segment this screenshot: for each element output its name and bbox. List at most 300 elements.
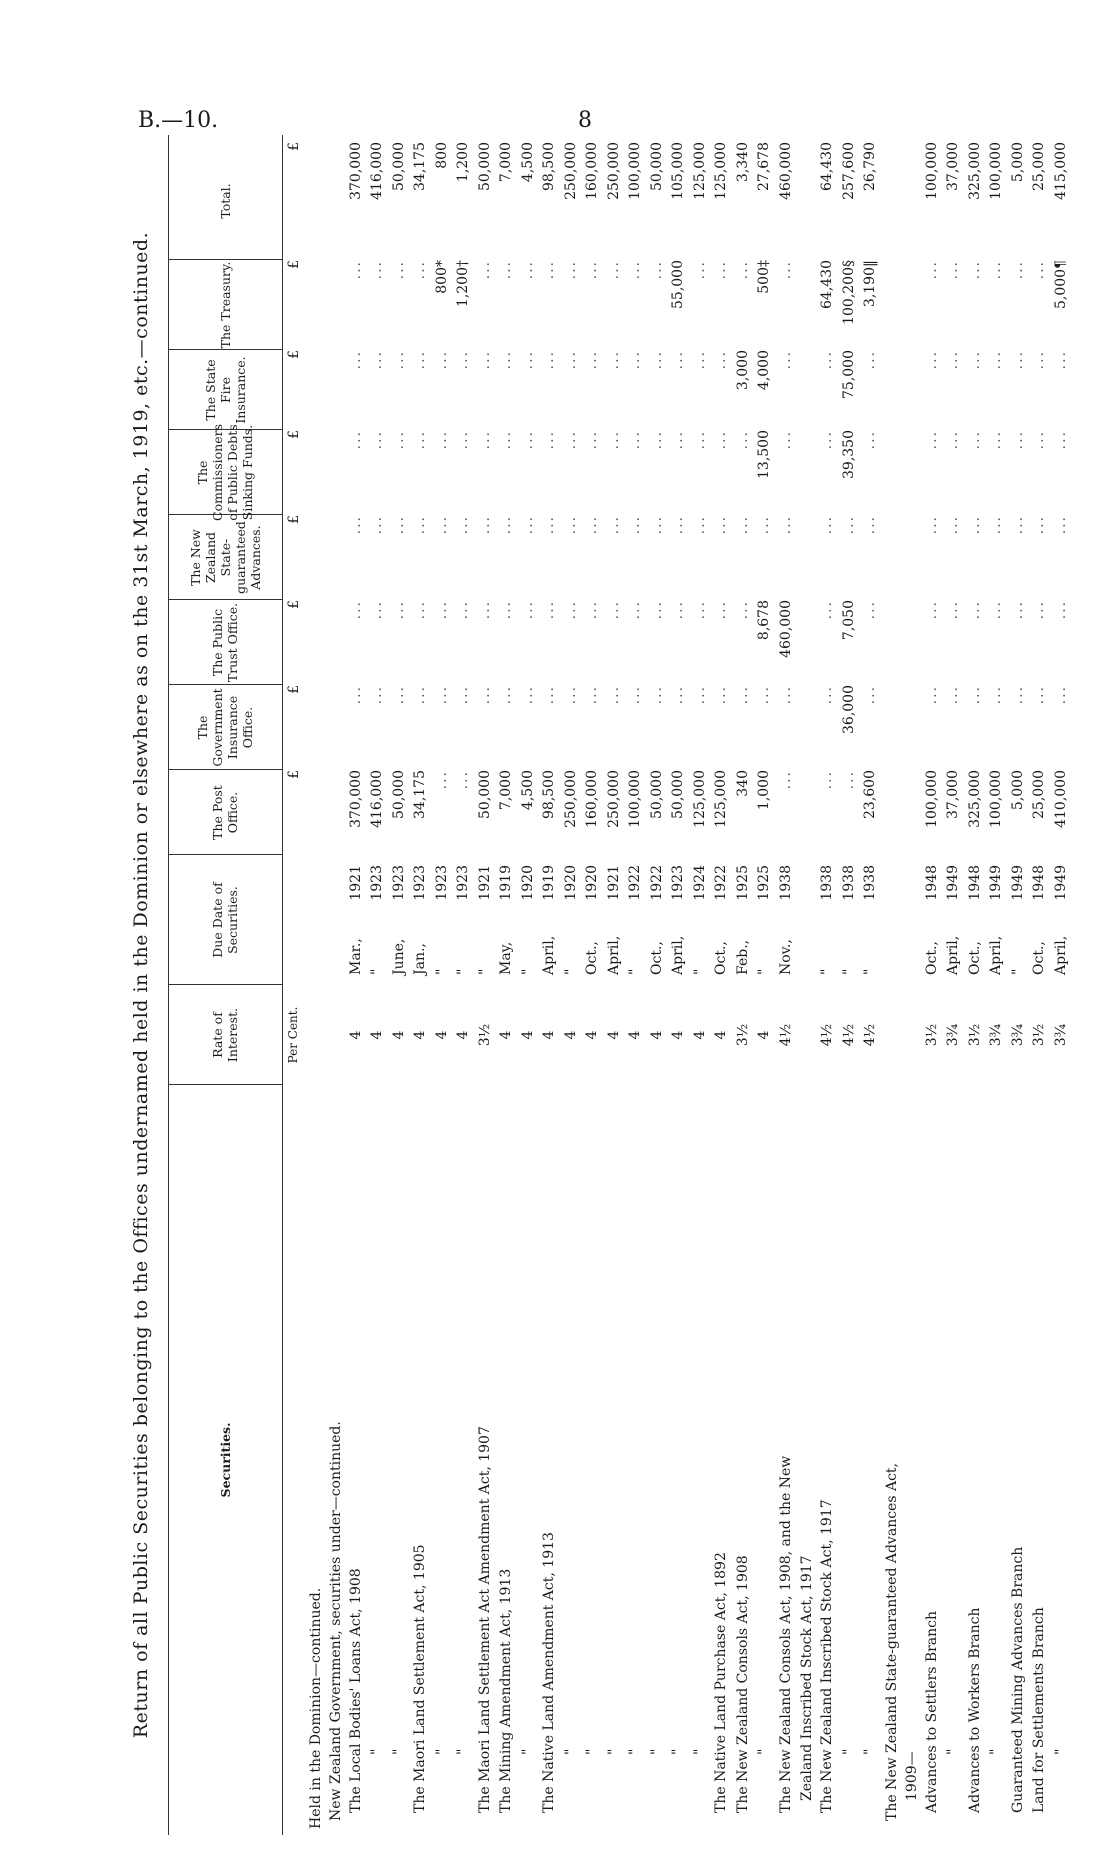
table-row xyxy=(648,135,670,1835)
amount-cell-nzs: ... xyxy=(347,515,364,535)
security-label: New Zealand Government, securities under—continued. xyxy=(327,1421,344,1821)
table-row xyxy=(987,135,1009,1835)
table-row xyxy=(1052,135,1074,1835)
due-month: " xyxy=(819,968,835,975)
amount-cell-tr: 100,200§ xyxy=(840,260,857,325)
amount-cell-gio: ... xyxy=(819,685,835,705)
amount-cell-com: ... xyxy=(1052,430,1069,450)
amount-cell-post: 100,000 xyxy=(627,770,643,828)
amount-cell-gio: ... xyxy=(1009,685,1026,705)
table-row xyxy=(433,135,455,1835)
amount-cell-post: 416,000 xyxy=(369,770,385,828)
section-heading-row xyxy=(883,135,903,1835)
col-header-government-insurance: The Government Insurance Office. xyxy=(195,688,255,767)
amount-cell-gio: ... xyxy=(734,685,751,705)
due-year: 1922 xyxy=(713,865,729,901)
amount-cell-sf: ... xyxy=(369,350,385,370)
amount-cell-pt: ... xyxy=(369,600,385,620)
rate-cell: 3¾ xyxy=(1009,1023,1026,1047)
due-year: 1923 xyxy=(390,865,407,901)
due-month: " xyxy=(519,968,536,975)
amount-cell-tr: 500‡ xyxy=(756,260,772,294)
document-reference: B.—10. xyxy=(138,108,219,133)
due-month: Oct., xyxy=(648,941,665,975)
table-row xyxy=(691,135,713,1835)
amount-cell-nzs: ... xyxy=(519,515,536,535)
due-year: 1921 xyxy=(347,865,364,901)
amount-cell-tr: ... xyxy=(1031,260,1047,280)
table-row xyxy=(712,135,734,1835)
amount-cell-total: 3,340 xyxy=(734,142,751,183)
amount-cell-gio: ... xyxy=(691,685,708,705)
amount-cell-nzs: ... xyxy=(670,515,686,535)
amount-cell-tr: ... xyxy=(498,260,514,280)
due-month: April, xyxy=(541,935,557,975)
amount-cell-tr: ... xyxy=(923,260,940,280)
amount-cell-total: 50,000 xyxy=(390,142,407,191)
amount-cell-sf: ... xyxy=(713,350,729,370)
due-year: 1949 xyxy=(1052,865,1069,901)
amount-cell-nzs: ... xyxy=(455,515,471,535)
amount-cell-sf: ... xyxy=(562,350,579,370)
security-label: 1909— xyxy=(903,1751,920,1801)
amount-cell-post: 7,000 xyxy=(498,770,514,811)
security-label: " xyxy=(988,1748,1004,1755)
amount-cell-tr: ... xyxy=(605,260,622,280)
security-label: Held in the Dominion—continued. xyxy=(307,1587,324,1829)
amount-cell-gio: ... xyxy=(988,685,1004,705)
table-row xyxy=(840,135,862,1835)
due-month: " xyxy=(369,968,385,975)
due-month: Oct., xyxy=(923,941,940,975)
page-header xyxy=(0,0,1114,150)
amount-cell-sf: ... xyxy=(966,350,983,370)
due-year: 1938 xyxy=(840,865,857,901)
amount-cell-gio: ... xyxy=(627,685,643,705)
security-label: " xyxy=(627,1748,643,1755)
amount-cell-pt: 460,000 xyxy=(777,600,794,658)
amount-cell-tr: ... xyxy=(734,260,751,280)
rate-cell: 3½ xyxy=(1031,1023,1047,1047)
table-row xyxy=(390,135,412,1835)
amount-cell-gio: ... xyxy=(777,685,794,705)
amount-cell-post: 50,000 xyxy=(648,770,665,819)
amount-cell-gio: ... xyxy=(605,685,622,705)
amount-cell-pt: ... xyxy=(988,600,1004,620)
amount-cell-total: 7,000 xyxy=(498,142,514,183)
amount-cell-total: 105,000 xyxy=(670,142,686,200)
due-month: Feb., xyxy=(734,939,751,975)
amount-cell-nzs: ... xyxy=(862,515,878,535)
col-header-state-fire: The State Fire Insurance. xyxy=(202,356,248,424)
due-year: 1938 xyxy=(819,865,835,901)
amount-cell-nzs: ... xyxy=(648,515,665,535)
amount-cell-gio: ... xyxy=(670,685,686,705)
unit-pound: £ xyxy=(286,430,302,439)
amount-cell-tr: ... xyxy=(648,260,665,280)
amount-cell-post: 4,500 xyxy=(519,770,536,811)
section-heading-row xyxy=(903,135,923,1835)
amount-cell-gio: ... xyxy=(433,685,450,705)
security-label: Zealand Inscribed Stock Act, 1917 xyxy=(799,1555,815,1801)
amount-cell-gio: ... xyxy=(519,685,536,705)
amount-cell-post: ... xyxy=(819,770,835,790)
rate-cell: 4 xyxy=(627,1030,643,1040)
security-label: Land for Settlements Branch xyxy=(1031,1607,1047,1813)
table-row xyxy=(777,135,799,1835)
due-year: 1921 xyxy=(605,865,622,901)
due-year: 1919 xyxy=(498,865,514,901)
due-month: April, xyxy=(945,935,961,975)
amount-cell-nzs: ... xyxy=(390,515,407,535)
amount-cell-total: 98,500 xyxy=(541,142,557,191)
due-month: " xyxy=(476,968,493,975)
amount-cell-post: 50,000 xyxy=(476,770,493,819)
due-month: " xyxy=(862,968,878,975)
table-row xyxy=(861,135,883,1835)
rate-cell: 3½ xyxy=(923,1023,940,1047)
amount-cell-com: ... xyxy=(1009,430,1026,450)
rule-top xyxy=(168,135,169,1835)
due-month: " xyxy=(840,968,857,975)
due-month: April, xyxy=(988,935,1004,975)
table-row xyxy=(626,135,648,1835)
amount-cell-com: ... xyxy=(562,430,579,450)
amount-cell-gio: ... xyxy=(756,685,772,705)
amount-cell-total: 50,000 xyxy=(476,142,493,191)
table-row xyxy=(562,135,584,1835)
due-month: " xyxy=(1009,968,1026,975)
amount-cell-tr: ... xyxy=(519,260,536,280)
col-header-due-date: Due Date of Securities. xyxy=(210,882,240,958)
rate-cell: 3½ xyxy=(734,1023,751,1047)
security-label: Advances to Settlers Branch xyxy=(923,1610,940,1813)
unit-pound: £ xyxy=(286,142,302,151)
due-month: April, xyxy=(605,935,622,975)
table-row xyxy=(669,135,691,1835)
amount-cell-nzs: ... xyxy=(756,515,772,535)
amount-cell-tr: 1,200† xyxy=(455,260,471,308)
security-label: The Native Land Amendment Act, 1913 xyxy=(541,1532,557,1813)
amount-cell-total: 416,000 xyxy=(369,142,385,200)
due-year: 1949 xyxy=(1009,865,1026,901)
amount-cell-post: 125,000 xyxy=(713,770,729,828)
amount-cell-total: 100,000 xyxy=(988,142,1004,200)
amount-cell-total: 800 xyxy=(433,142,450,169)
amount-cell-tr: ... xyxy=(476,260,493,280)
amount-cell-total: 34,175 xyxy=(412,142,428,191)
amount-cell-post: 250,000 xyxy=(562,770,579,828)
amount-cell-post: 125,000 xyxy=(691,770,708,828)
amount-cell-tr: ... xyxy=(347,260,364,280)
amount-cell-tr: 3,190‖ xyxy=(862,260,878,308)
amount-cell-tr: ... xyxy=(584,260,600,280)
amount-cell-pt: ... xyxy=(627,600,643,620)
security-label: The Native Land Purchase Act, 1892 xyxy=(713,1552,729,1813)
security-label: " xyxy=(562,1748,579,1755)
table-row xyxy=(347,135,369,1835)
unit-pound: £ xyxy=(286,260,302,269)
security-label: " xyxy=(390,1748,407,1755)
amount-cell-com: ... xyxy=(627,430,643,450)
amount-cell-nzs: ... xyxy=(476,515,493,535)
amount-cell-pt: 8,678 xyxy=(756,600,772,641)
table-row xyxy=(454,135,476,1835)
amount-cell-nzs: ... xyxy=(584,515,600,535)
amount-cell-gio: ... xyxy=(412,685,428,705)
amount-cell-nzs: ... xyxy=(562,515,579,535)
amount-cell-sf: ... xyxy=(945,350,961,370)
rate-cell: 4 xyxy=(433,1030,450,1040)
security-label: " xyxy=(945,1748,961,1755)
amount-cell-sf: ... xyxy=(691,350,708,370)
col-header-commissioners: The Commissioners of Public Debts Sinking Funds. xyxy=(195,423,255,521)
table-row xyxy=(605,135,627,1835)
table-title: Return of all Public Securities belonging to the Offices undernamed held in the Dominion or elsewhere as on the 31st March, 1919, etc.—continued. xyxy=(130,231,152,1739)
amount-cell-sf: 4,000 xyxy=(756,350,772,391)
col-header-total: Total. xyxy=(217,183,233,219)
rate-cell: 4 xyxy=(584,1030,600,1040)
table-row xyxy=(583,135,605,1835)
rate-cell: 4 xyxy=(412,1030,428,1040)
amount-cell-nzs: ... xyxy=(819,515,835,535)
amount-cell-gio: ... xyxy=(541,685,557,705)
rule-header-bottom xyxy=(282,135,283,1835)
amount-cell-nzs: ... xyxy=(966,515,983,535)
rate-cell: 4 xyxy=(498,1030,514,1040)
amount-cell-nzs: ... xyxy=(412,515,428,535)
due-year: 1948 xyxy=(966,865,983,901)
amount-cell-com: ... xyxy=(988,430,1004,450)
rate-cell: 4 xyxy=(713,1030,729,1040)
table-row xyxy=(734,135,756,1835)
amount-cell-nzs: ... xyxy=(713,515,729,535)
amount-cell-post: ... xyxy=(777,770,794,790)
due-month: " xyxy=(562,968,579,975)
col-header-state-guaranteed-advances: The New Zealand State-guaranteed Advances. xyxy=(187,521,263,594)
amount-cell-tr: ... xyxy=(713,260,729,280)
due-year: 1924 xyxy=(691,865,708,901)
amount-cell-post: 325,000 xyxy=(966,770,983,828)
amount-cell-tr: ... xyxy=(412,260,428,280)
due-month: " xyxy=(691,968,708,975)
amount-cell-pt: ... xyxy=(945,600,961,620)
amount-cell-total: 100,000 xyxy=(627,142,643,200)
amount-cell-pt: ... xyxy=(923,600,940,620)
amount-cell-nzs: ... xyxy=(541,515,557,535)
amount-cell-post: 5,000 xyxy=(1009,770,1026,811)
due-year: 1923 xyxy=(433,865,450,901)
amount-cell-sf: 75,000 xyxy=(840,350,857,399)
rate-cell: 4 xyxy=(605,1030,622,1040)
amount-cell-com: ... xyxy=(1031,430,1047,450)
amount-cell-com: ... xyxy=(670,430,686,450)
amount-cell-com: ... xyxy=(777,430,794,450)
due-year: 1920 xyxy=(562,865,579,901)
amount-cell-com: ... xyxy=(923,430,940,450)
section-heading-row xyxy=(307,135,327,1835)
rate-cell: 4 xyxy=(562,1030,579,1040)
rate-cell: 4 xyxy=(541,1030,557,1040)
amount-cell-sf: ... xyxy=(476,350,493,370)
security-label: " xyxy=(433,1748,450,1755)
amount-cell-pt: ... xyxy=(498,600,514,620)
security-label: " xyxy=(756,1748,772,1755)
amount-cell-post: 50,000 xyxy=(390,770,407,819)
amount-cell-post: 340 xyxy=(734,770,751,797)
amount-cell-sf: ... xyxy=(648,350,665,370)
amount-cell-total: 325,000 xyxy=(966,142,983,200)
amount-cell-tr: 55,000 xyxy=(670,260,686,309)
security-label: " xyxy=(605,1748,622,1755)
amount-cell-post: 410,000 xyxy=(1052,770,1069,828)
due-month: " xyxy=(627,968,643,975)
amount-cell-nzs: ... xyxy=(498,515,514,535)
amount-cell-gio: ... xyxy=(862,685,878,705)
amount-cell-tr: ... xyxy=(562,260,579,280)
security-label: " xyxy=(862,1748,878,1755)
amount-cell-nzs: ... xyxy=(433,515,450,535)
amount-cell-pt: ... xyxy=(1031,600,1047,620)
amount-cell-sf: ... xyxy=(777,350,794,370)
due-year: 1925 xyxy=(756,865,772,901)
due-year: 1922 xyxy=(648,865,665,901)
rate-cell: 4 xyxy=(648,1030,665,1040)
amount-cell-sf: ... xyxy=(923,350,940,370)
unit-pound: £ xyxy=(286,350,302,359)
due-month: Oct., xyxy=(584,941,600,975)
amount-cell-post: 1,000 xyxy=(756,770,772,811)
unit-pound: £ xyxy=(286,685,302,694)
security-label: The New Zealand State-guaranteed Advances Act, xyxy=(883,1463,900,1821)
table-row xyxy=(540,135,562,1835)
amount-cell-pt: ... xyxy=(734,600,751,620)
amount-cell-post: 23,600 xyxy=(862,770,878,819)
due-month: Mar., xyxy=(347,938,364,975)
amount-cell-sf: ... xyxy=(862,350,878,370)
rate-cell: 4 xyxy=(455,1030,471,1040)
table-row xyxy=(497,135,519,1835)
amount-cell-com: ... xyxy=(412,430,428,450)
rate-cell: 3½ xyxy=(966,1023,983,1047)
amount-cell-com: ... xyxy=(541,430,557,450)
due-month: Jan., xyxy=(412,943,428,975)
amount-cell-total: 160,000 xyxy=(584,142,600,200)
rate-cell: 3¾ xyxy=(988,1023,1004,1047)
amount-cell-sf: ... xyxy=(670,350,686,370)
amount-cell-com: ... xyxy=(476,430,493,450)
col-header-securities: Securities. xyxy=(217,1422,233,1498)
security-label: " xyxy=(691,1748,708,1755)
amount-cell-tr: ... xyxy=(390,260,407,280)
amount-cell-post: 34,175 xyxy=(412,770,428,819)
amount-cell-sf: ... xyxy=(455,350,471,370)
amount-cell-gio: ... xyxy=(369,685,385,705)
amount-cell-nzs: ... xyxy=(691,515,708,535)
table-row xyxy=(476,135,498,1835)
security-label: The Mining Amendment Act, 1913 xyxy=(498,1568,514,1813)
amount-cell-sf: 3,000 xyxy=(734,350,751,391)
amount-cell-com: ... xyxy=(347,430,364,450)
due-year: 1948 xyxy=(1031,865,1047,901)
amount-cell-pt: ... xyxy=(605,600,622,620)
units-row xyxy=(285,135,307,1835)
security-label: Advances to Workers Branch xyxy=(966,1607,983,1813)
amount-cell-gio: ... xyxy=(923,685,940,705)
col-header-rate: Rate of Interest. xyxy=(210,1007,240,1063)
amount-cell-pt: ... xyxy=(455,600,471,620)
col-header-treasury: The Treasury. xyxy=(217,261,233,349)
due-year: 1920 xyxy=(584,865,600,901)
table-row xyxy=(368,135,390,1835)
amount-cell-sf: ... xyxy=(627,350,643,370)
amount-cell-com: ... xyxy=(498,430,514,450)
amount-cell-tr: 800* xyxy=(433,260,450,294)
amount-cell-com: ... xyxy=(605,430,622,450)
due-month: " xyxy=(455,968,471,975)
amount-cell-gio: 36,000 xyxy=(840,685,857,734)
due-year: 1923 xyxy=(670,865,686,901)
amount-cell-pt: ... xyxy=(1009,600,1026,620)
rate-cell: 4 xyxy=(347,1030,364,1040)
amount-cell-gio: ... xyxy=(966,685,983,705)
table-row xyxy=(944,135,966,1835)
amount-cell-nzs: ... xyxy=(777,515,794,535)
amount-cell-gio: ... xyxy=(455,685,471,705)
amount-cell-post: 250,000 xyxy=(605,770,622,828)
amount-cell-tr: ... xyxy=(777,260,794,280)
amount-cell-total: 27,678 xyxy=(756,142,772,191)
security-label: " xyxy=(455,1748,471,1755)
amount-cell-com: ... xyxy=(945,430,961,450)
amount-cell-total: 250,000 xyxy=(605,142,622,200)
amount-cell-pt: ... xyxy=(966,600,983,620)
amount-cell-post: ... xyxy=(455,770,471,790)
amount-cell-post: 50,000 xyxy=(670,770,686,819)
security-label: " xyxy=(519,1748,536,1755)
due-month: May, xyxy=(498,941,514,975)
table-row xyxy=(923,135,945,1835)
security-label: " xyxy=(369,1748,385,1755)
amount-cell-total: 370,000 xyxy=(347,142,364,200)
amount-cell-com: ... xyxy=(648,430,665,450)
security-label: The New Zealand Inscribed Stock Act, 1917 xyxy=(819,1499,835,1813)
rate-cell: 4 xyxy=(691,1030,708,1040)
amount-cell-post: 100,000 xyxy=(923,770,940,828)
amount-cell-gio: ... xyxy=(584,685,600,705)
amount-cell-gio: ... xyxy=(713,685,729,705)
amount-cell-nzs: ... xyxy=(734,515,751,535)
amount-cell-com: ... xyxy=(584,430,600,450)
rate-cell: 3¾ xyxy=(1052,1023,1069,1047)
amount-cell-sf: ... xyxy=(988,350,1004,370)
amount-cell-total: 125,000 xyxy=(713,142,729,200)
due-month: June, xyxy=(390,938,407,975)
rate-cell: 3½ xyxy=(476,1023,493,1047)
amount-cell-pt: ... xyxy=(584,600,600,620)
amount-cell-gio: ... xyxy=(390,685,407,705)
amount-cell-pt: ... xyxy=(819,600,835,620)
amount-cell-sf: ... xyxy=(412,350,428,370)
amount-cell-post: 370,000 xyxy=(347,770,364,828)
amount-cell-total: 415,000 xyxy=(1052,142,1069,200)
amount-cell-com: ... xyxy=(691,430,708,450)
amount-cell-tr: 5,000¶ xyxy=(1052,260,1069,309)
amount-cell-pt: ... xyxy=(862,600,878,620)
amount-cell-nzs: ... xyxy=(369,515,385,535)
amount-cell-total: 37,000 xyxy=(945,142,961,191)
amount-cell-sf: ... xyxy=(1052,350,1069,370)
